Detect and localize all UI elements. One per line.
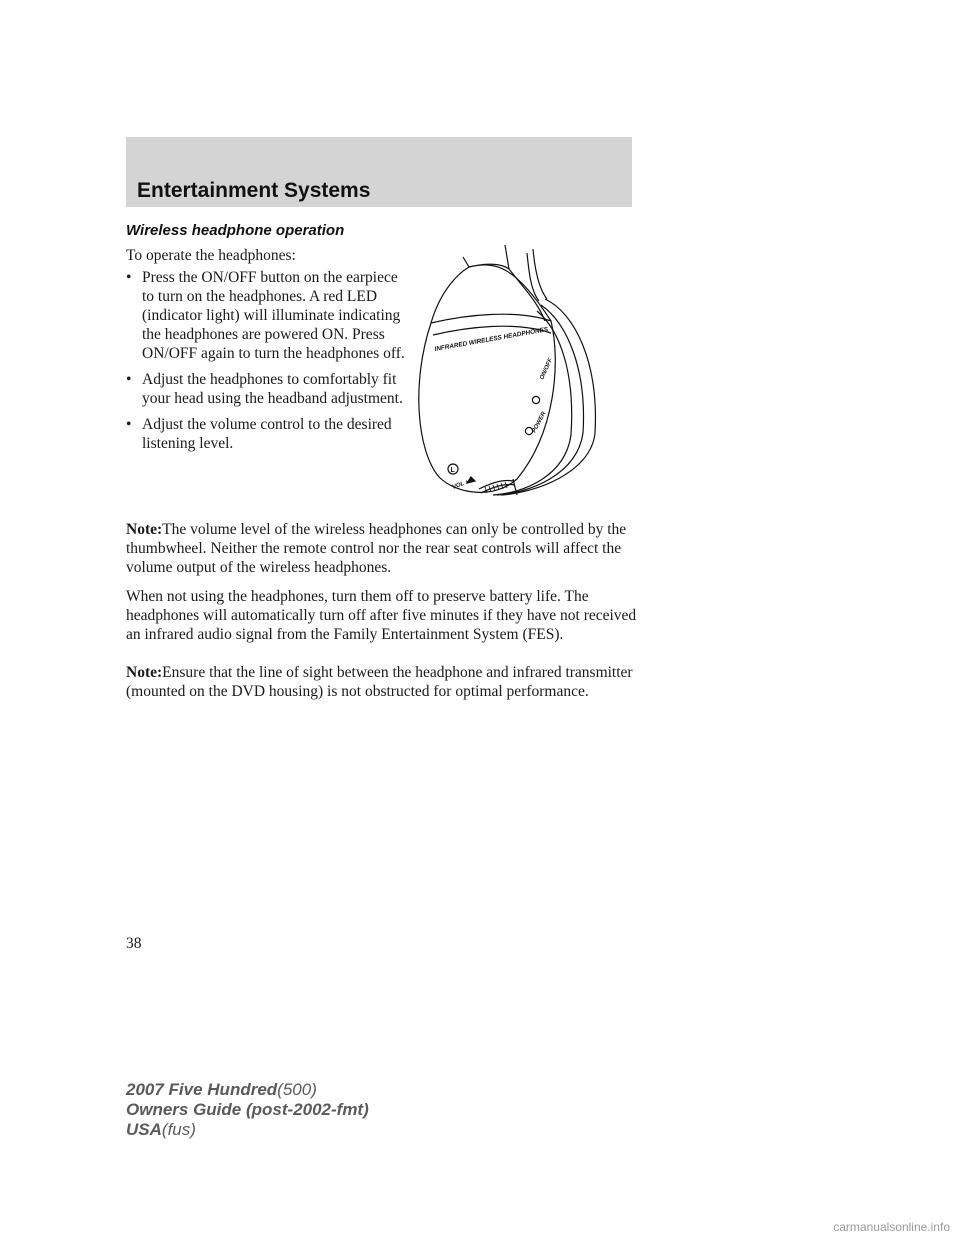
- brand-label: INFRARED WIRELESS HEADPHONES: [434, 326, 549, 353]
- list-item: [126, 268, 406, 363]
- footer-line-3: [126, 1120, 369, 1140]
- bullet-text: Press the ON/OFF button on the earpiece to turn on the headphones. A red LED (indicator light) will illuminate indicating the headphones are powered ON. Press ON/OFF again to turn the headphones off.: [142, 269, 405, 362]
- headphone-earpiece-drawing: [405, 243, 615, 503]
- bullet-list: [126, 268, 406, 460]
- left-side-label: L: [450, 467, 455, 474]
- note-text: Ensure that the line of sight between the headphone and infrared transmitter (mounted on the DVD housing) is not obstructed for optimal performance.: [126, 664, 633, 700]
- power-label: POWER: [531, 411, 548, 434]
- volume-label: VOL +: [451, 479, 471, 491]
- list-item: [126, 370, 406, 408]
- intro-text: To operate the headphones:: [126, 247, 296, 264]
- headphone-illustration: [405, 243, 615, 503]
- bullet-dot: •: [126, 371, 132, 388]
- note-line-of-sight: [126, 663, 646, 701]
- section-title: Entertainment Systems: [137, 179, 371, 202]
- list-item: [126, 415, 406, 453]
- footer-model-code: (500): [277, 1080, 317, 1099]
- footer-market-code: (fus): [161, 1120, 196, 1139]
- footer-line-1: [126, 1080, 369, 1100]
- note-label: Note:: [126, 521, 163, 538]
- footer-line-2: Owners Guide (post-2002-fmt): [126, 1100, 369, 1119]
- footer-block: [126, 1080, 369, 1140]
- bullet-dot: •: [126, 269, 132, 286]
- paragraph-battery: When not using the headphones, turn them off to preserve battery life. The headphones will automatically turn off after five minutes if they have not received an infrared audio signal from the Family Entertainment System (FES).: [126, 588, 637, 643]
- subheading: Wireless headphone operation: [126, 222, 345, 239]
- note-volume: [126, 520, 646, 577]
- onoff-label: ON/OFF: [539, 357, 555, 381]
- note-label: Note:: [126, 664, 163, 681]
- note-text: The volume level of the wireless headphones can only be controlled by the thumbwheel. Neither the remote control nor the rear seat controls will affect the volume output of the wireless headphones.: [126, 521, 627, 576]
- bullet-dot: •: [126, 416, 132, 433]
- bullet-text: Adjust the volume control to the desired listening level.: [142, 416, 392, 452]
- page-number: 38: [126, 935, 142, 952]
- watermark: carmanualsonline.info: [833, 1220, 950, 1234]
- footer-model: 2007 Five Hundred: [126, 1080, 278, 1099]
- footer-market: USA: [126, 1120, 162, 1139]
- bullet-text: Adjust the headphones to comfortably fit your head using the headband adjustment.: [142, 371, 403, 407]
